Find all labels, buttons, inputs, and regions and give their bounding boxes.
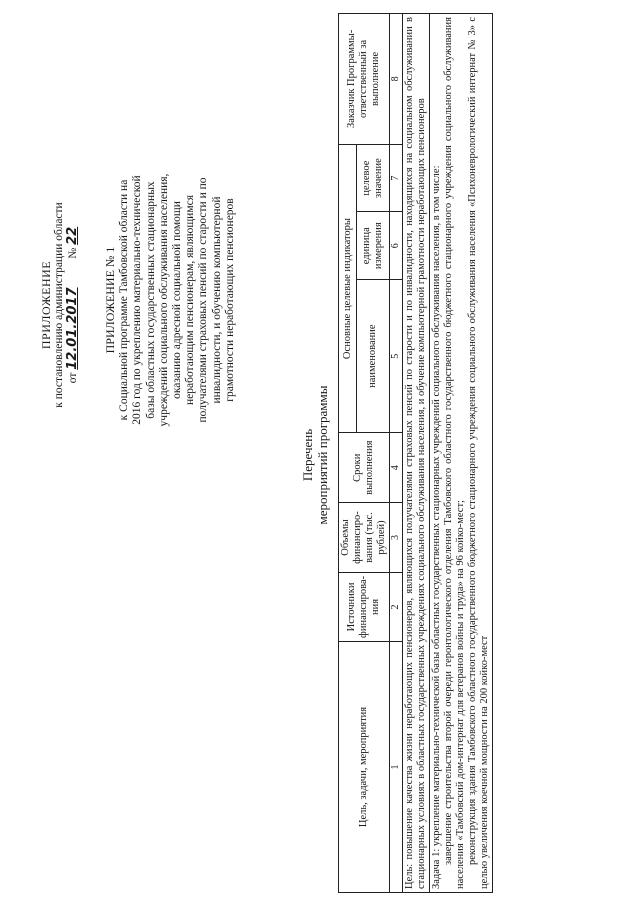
decree-date: 12.01.2017 [65,287,80,370]
appendix-date-line: от 12.01.2017 № 22 [65,226,80,384]
task-1-text: Задача 1: укрепление материально-технической базы областных государственных стационарных учреждений социального обслуживания населения, в том числе: [431,165,442,889]
appendix-1-line: неработающим пенсионерам, являющимся [184,195,197,406]
heading-subtitle: мероприятий программы [315,385,330,525]
appendix-title: ПРИЛОЖЕНИЕ [39,260,53,350]
col-header-ind-target: целевое значение [357,144,390,212]
col-header-source: Источники финансирова-ния [339,572,390,641]
appendix-1-title: ПРИЛОЖЕНИЕ № 1 [103,246,117,354]
goal-row [403,14,430,893]
section-heading [300,325,330,585]
appendix-1-line: грамотности неработающих пенсионеров [223,198,236,402]
appendix-1-line: инвалидности, и обучению компьютерной [210,196,223,404]
col-header-volume: Объемы финансиро-вания (тыс. рублей) [339,503,390,573]
goal-text: Цель: повышение качества жизни неработающих пенсионеров, являющихся получателями страховых пенсий по старости и по инвалидности, находящихся на социальном обслуживании в стационарных условиях в областных государственных учреждениях социального обслуживания населения, и обучение компьютерной грамотности неработающих пенсионеров [403,14,430,893]
col-header-ind-unit: единица измерения [357,212,390,280]
col-header-terms: Сроки выполнения [339,433,390,503]
col-header-ind-name: наименование [357,280,390,433]
col-header-goal: Цель, задачи, мероприятия [339,641,390,892]
appendix-1-line: получателями страховых пенсий по старости и по [197,177,210,423]
measures-table [338,13,493,893]
appendix-1-line: оказанию адресной социальной помощи [171,201,184,399]
task-row [430,14,493,893]
measure-2-text: реконструкция здания Тамбовского областного государственного бюджетного стационарного учреждения социального обслуживания населения «Психоневрологический интернат № 3» с целью увеличения коечной мощности на 200 койко-мест [467,17,490,889]
appendix-decree-line: к постановлению администрации области [53,202,65,408]
appendix-1-block [104,65,237,535]
appendix-header [40,90,80,520]
col-header-customer: Заказчик Программы-ответственный за выполнение [339,14,390,145]
appendix-1-line: к Социальной программе Тамбовской области на [118,179,131,421]
heading-title: Перечень [300,428,315,482]
col-header-indicators: Основные целевые индикаторы [339,144,357,432]
column-number-row: 1 2 3 4 5 6 7 8 [390,14,403,893]
appendix-1-line: 2016 год по укреплению материально-технической [131,175,144,425]
measure-1-text: завершение строительства второй очереди геронтологического отделения Тамбовского областного государственного бюджетного стационарного учреждения социального обслуживания населения «Тамбовский дом-интернат для ветеранов войны и труда» на 96 койко-мест; [443,17,466,889]
appendix-1-line: базы областных государственных стационарных [144,181,157,419]
decree-number: 22 [65,226,80,245]
table-header-row [339,14,357,893]
appendix-1-line: учреждений социального обслуживания населения, [157,173,170,427]
